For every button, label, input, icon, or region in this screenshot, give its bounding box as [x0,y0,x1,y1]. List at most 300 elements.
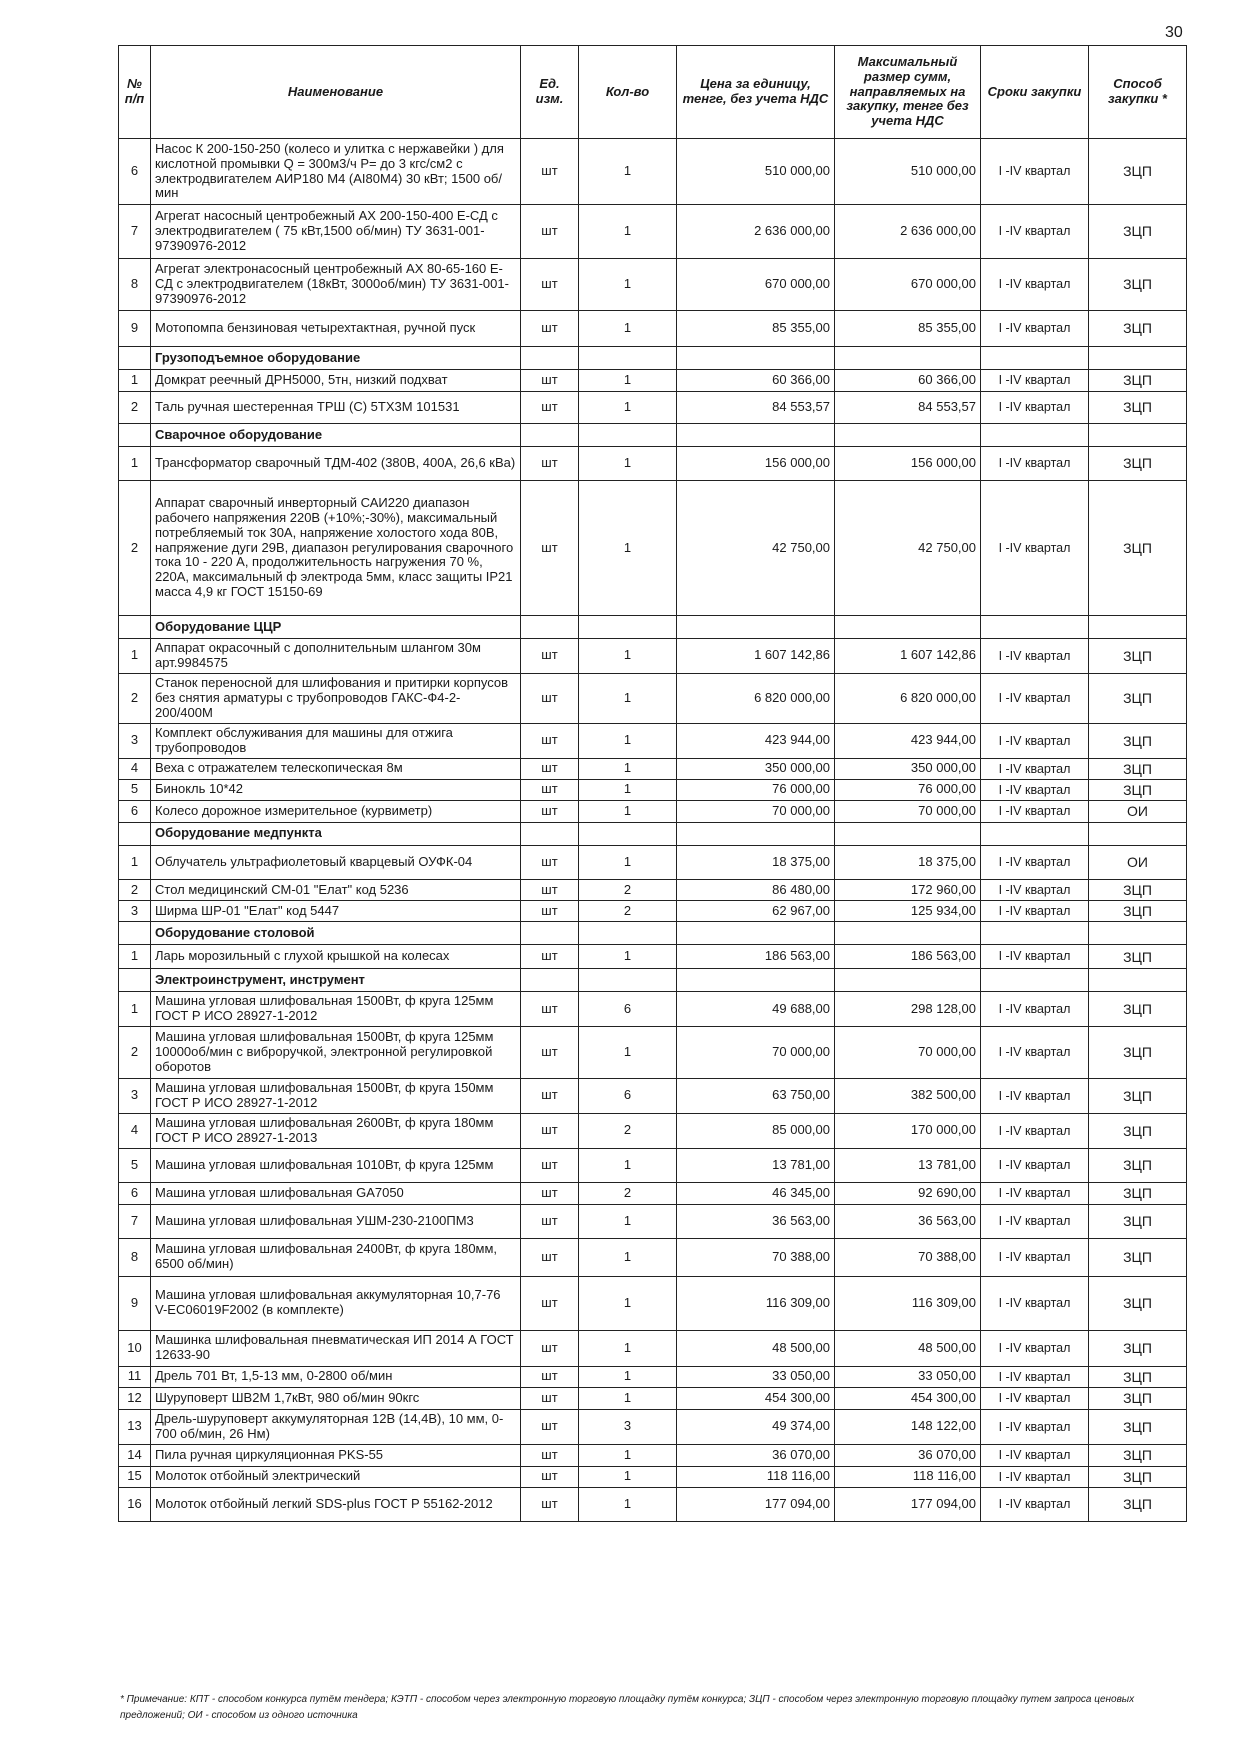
period-cell: I -IV квартал [981,1182,1089,1204]
unit-price-cell: 423 944,00 [677,723,835,758]
unit-cell: шт [521,639,579,674]
unit-price-cell: 70 388,00 [677,1238,835,1276]
period-cell: I -IV квартал [981,1366,1089,1387]
section-title: Оборудование ЦЦР [151,616,521,639]
row-number: 8 [119,259,151,311]
period-cell: I -IV квартал [981,800,1089,822]
empty-cell [981,347,1089,370]
quantity-cell: 1 [579,1487,677,1521]
unit-price-cell: 18 375,00 [677,845,835,879]
total-sum-cell: 70 388,00 [835,1238,981,1276]
unit-cell: шт [521,1182,579,1204]
table-row [119,1182,1187,1204]
row-number: 9 [119,1276,151,1330]
empty-cell [677,616,835,639]
table-row [119,800,1187,822]
item-name: Машинка шлифовальная пневматическая ИП 2014 А ГОСТ 12633-90 [151,1330,521,1366]
total-sum-cell: 382 500,00 [835,1079,981,1114]
item-name: Ширма ШР-01 "Елат" код 5447 [151,901,521,922]
method-cell: ЗЦП [1089,1387,1187,1409]
table-row [119,758,1187,779]
quantity-cell: 1 [579,1330,677,1366]
unit-cell: шт [521,259,579,311]
period-cell: I -IV квартал [981,259,1089,311]
quantity-cell: 3 [579,1409,677,1444]
table-row [119,1113,1187,1148]
empty-cell [579,616,677,639]
quantity-cell: 1 [579,639,677,674]
period-cell: I -IV квартал [981,1079,1089,1114]
table-row [119,673,1187,723]
total-sum-cell: 60 366,00 [835,370,981,392]
empty-cell [579,822,677,845]
total-sum-cell: 42 750,00 [835,481,981,616]
row-number: 12 [119,1387,151,1409]
unit-price-cell: 350 000,00 [677,758,835,779]
row-number: 2 [119,879,151,900]
section-title: Сварочное оборудование [151,424,521,447]
unit-price-cell: 63 750,00 [677,1079,835,1114]
table-row [119,1276,1187,1330]
header-name: Наименование [151,46,521,139]
method-cell: ЗЦП [1089,1444,1187,1466]
method-cell: ОИ [1089,800,1187,822]
row-number: 8 [119,1238,151,1276]
unit-cell: шт [521,139,579,205]
item-name: Машина угловая шлифовальная 2600Вт, ф круга 180мм ГОСТ Р ИСО 28927-1-2013 [151,1113,521,1148]
item-name: Бинокль 10*42 [151,779,521,800]
empty-cell [981,424,1089,447]
period-cell: I -IV квартал [981,758,1089,779]
empty-cell [1089,424,1187,447]
method-cell: ЗЦП [1089,639,1187,674]
unit-price-cell: 70 000,00 [677,1027,835,1079]
method-cell: ЗЦП [1089,945,1187,969]
item-name: Ларь морозильный с глухой крышкой на колесах [151,945,521,969]
unit-cell: шт [521,1148,579,1182]
unit-cell: шт [521,758,579,779]
period-cell: I -IV квартал [981,1444,1089,1466]
period-cell: I -IV квартал [981,1409,1089,1444]
table-row [119,723,1187,758]
footnote: * Примечание: КПТ - способом конкурса путём тендера; КЭТП - способом через электронную торговую площадку путём конкурса; ЗЦП - способом через электронную торговую площадку путем запроса ценовых предложений; ОИ - способом из одного источника [120,1694,1135,1721]
table-row [119,945,1187,969]
total-sum-cell: 70 000,00 [835,1027,981,1079]
item-name: Молоток отбойный легкий SDS-plus ГОСТ Р 55162-2012 [151,1487,521,1521]
total-sum-cell: 350 000,00 [835,758,981,779]
total-sum-cell: 423 944,00 [835,723,981,758]
empty-cell [835,969,981,992]
unit-cell: шт [521,447,579,481]
quantity-cell: 1 [579,845,677,879]
quantity-cell: 1 [579,758,677,779]
method-cell: ЗЦП [1089,1276,1187,1330]
unit-price-cell: 1 607 142,86 [677,639,835,674]
unit-cell: шт [521,901,579,922]
row-number: 6 [119,139,151,205]
unit-price-cell: 48 500,00 [677,1330,835,1366]
item-name: Дрель 701 Вт, 1,5-13 мм, 0-2800 об/мин [151,1366,521,1387]
table-row [119,205,1187,259]
item-name: Агрегат насосный центробежный АХ 200-150-400 Е-СД с электродвигателем ( 75 кВт,1500 об/мин) ТУ 3631-001-97390976-2012 [151,205,521,259]
unit-price-cell: 454 300,00 [677,1387,835,1409]
table-row [119,992,1187,1027]
section-row [119,424,1187,447]
empty-cell [1089,822,1187,845]
period-cell: I -IV квартал [981,673,1089,723]
unit-price-cell: 84 553,57 [677,392,835,424]
total-sum-cell: 48 500,00 [835,1330,981,1366]
unit-cell: шт [521,1466,579,1487]
period-cell: I -IV квартал [981,1113,1089,1148]
section-spacer [119,922,151,945]
section-spacer [119,347,151,370]
table-row [119,139,1187,205]
method-cell: ЗЦП [1089,1409,1187,1444]
method-cell: ЗЦП [1089,1079,1187,1114]
unit-cell: шт [521,879,579,900]
unit-price-cell: 116 309,00 [677,1276,835,1330]
total-sum-cell: 298 128,00 [835,992,981,1027]
method-cell: ЗЦП [1089,205,1187,259]
row-number: 9 [119,311,151,347]
quantity-cell: 1 [579,800,677,822]
period-cell: I -IV квартал [981,1238,1089,1276]
quantity-cell: 1 [579,205,677,259]
period-cell: I -IV квартал [981,1276,1089,1330]
item-name: Колесо дорожное измерительное (курвиметр) [151,800,521,822]
row-number: 15 [119,1466,151,1487]
unit-cell: шт [521,723,579,758]
empty-cell [835,822,981,845]
empty-cell [981,822,1089,845]
period-cell: I -IV квартал [981,205,1089,259]
total-sum-cell: 156 000,00 [835,447,981,481]
unit-price-cell: 42 750,00 [677,481,835,616]
table-row [119,370,1187,392]
table-row [119,447,1187,481]
method-cell: ЗЦП [1089,1204,1187,1238]
section-title: Грузоподъемное оборудование [151,347,521,370]
total-sum-cell: 148 122,00 [835,1409,981,1444]
period-cell: I -IV квартал [981,879,1089,900]
quantity-cell: 2 [579,879,677,900]
empty-cell [521,822,579,845]
empty-cell [521,969,579,992]
item-name: Машина угловая шлифовальная 1010Вт, ф круга 125мм [151,1148,521,1182]
item-name: Машина угловая шлифовальная GA7050 [151,1182,521,1204]
unit-price-cell: 670 000,00 [677,259,835,311]
row-number: 5 [119,779,151,800]
period-cell: I -IV квартал [981,447,1089,481]
period-cell: I -IV квартал [981,481,1089,616]
row-number: 13 [119,1409,151,1444]
unit-cell: шт [521,370,579,392]
row-number: 6 [119,1182,151,1204]
method-cell: ЗЦП [1089,779,1187,800]
unit-cell: шт [521,1366,579,1387]
section-row [119,347,1187,370]
header-method: Способ закупки * [1089,46,1187,139]
unit-price-cell: 177 094,00 [677,1487,835,1521]
total-sum-cell: 33 050,00 [835,1366,981,1387]
item-name: Молоток отбойный электрический [151,1466,521,1487]
total-sum-cell: 36 070,00 [835,1444,981,1466]
period-cell: I -IV квартал [981,845,1089,879]
section-title: Электроинструмент, инструмент [151,969,521,992]
empty-cell [521,922,579,945]
empty-cell [677,347,835,370]
method-cell: ЗЦП [1089,481,1187,616]
quantity-cell: 1 [579,723,677,758]
total-sum-cell: 6 820 000,00 [835,673,981,723]
table-body [119,139,1187,1522]
header-unit: Ед. изм. [521,46,579,139]
table-row [119,639,1187,674]
item-name: Станок переносной для шлифования и притирки корпусов без снятия арматуры с трубопроводов ГАКС-Ф4-2-200/400М [151,673,521,723]
section-row [119,922,1187,945]
empty-cell [677,424,835,447]
quantity-cell: 2 [579,1113,677,1148]
unit-price-cell: 49 688,00 [677,992,835,1027]
total-sum-cell: 2 636 000,00 [835,205,981,259]
row-number: 14 [119,1444,151,1466]
quantity-cell: 1 [579,1387,677,1409]
quantity-cell: 1 [579,259,677,311]
total-sum-cell: 177 094,00 [835,1487,981,1521]
table-row [119,1238,1187,1276]
section-spacer [119,424,151,447]
unit-cell: шт [521,1487,579,1521]
unit-cell: шт [521,1113,579,1148]
unit-price-cell: 33 050,00 [677,1366,835,1387]
table-row [119,259,1187,311]
row-number: 1 [119,945,151,969]
table-row [119,1466,1187,1487]
empty-cell [521,424,579,447]
table-row [119,311,1187,347]
method-cell: ЗЦП [1089,901,1187,922]
unit-cell: шт [521,845,579,879]
row-number: 1 [119,639,151,674]
empty-cell [1089,922,1187,945]
unit-cell: шт [521,1444,579,1466]
row-number: 2 [119,673,151,723]
item-name: Дрель-шуруповерт аккумуляторная 12В (14,4В), 10 мм, 0-700 об/мин, 26 Нм) [151,1409,521,1444]
row-number: 11 [119,1366,151,1387]
table-row [119,1148,1187,1182]
item-name: Машина угловая шлифовальная 1500Вт, ф круга 125мм ГОСТ Р ИСО 28927-1-2012 [151,992,521,1027]
method-cell: ЗЦП [1089,1182,1187,1204]
table-row [119,1387,1187,1409]
empty-cell [981,922,1089,945]
total-sum-cell: 92 690,00 [835,1182,981,1204]
row-number: 2 [119,481,151,616]
row-number: 7 [119,1204,151,1238]
empty-cell [835,616,981,639]
table-row [119,1366,1187,1387]
method-cell: ЗЦП [1089,1238,1187,1276]
table-row [119,481,1187,616]
quantity-cell: 1 [579,779,677,800]
unit-cell: шт [521,481,579,616]
empty-cell [521,347,579,370]
quantity-cell: 1 [579,1276,677,1330]
table-row [119,392,1187,424]
item-name: Машина угловая шлифовальная аккумуляторная 10,7-76 V-EC06019F2002 (в комплекте) [151,1276,521,1330]
total-sum-cell: 1 607 142,86 [835,639,981,674]
quantity-cell: 1 [579,311,677,347]
period-cell: I -IV квартал [981,311,1089,347]
row-number: 1 [119,845,151,879]
quantity-cell: 1 [579,1204,677,1238]
section-spacer [119,616,151,639]
quantity-cell: 1 [579,447,677,481]
total-sum-cell: 125 934,00 [835,901,981,922]
period-cell: I -IV квартал [981,945,1089,969]
total-sum-cell: 118 116,00 [835,1466,981,1487]
quantity-cell: 1 [579,1366,677,1387]
quantity-cell: 1 [579,1466,677,1487]
unit-price-cell: 36 070,00 [677,1444,835,1466]
section-row [119,969,1187,992]
method-cell: ЗЦП [1089,1487,1187,1521]
period-cell: I -IV квартал [981,992,1089,1027]
table-row [119,901,1187,922]
table-row [119,779,1187,800]
total-sum-cell: 70 000,00 [835,800,981,822]
unit-cell: шт [521,1238,579,1276]
total-sum-cell: 116 309,00 [835,1276,981,1330]
procurement-table [118,45,1187,1522]
quantity-cell: 1 [579,1238,677,1276]
table-row [119,1444,1187,1466]
unit-cell: шт [521,1276,579,1330]
unit-cell: шт [521,392,579,424]
header-price: Цена за единицу, тенге, без учета НДС [677,46,835,139]
unit-price-cell: 510 000,00 [677,139,835,205]
row-number: 10 [119,1330,151,1366]
total-sum-cell: 18 375,00 [835,845,981,879]
row-number: 5 [119,1148,151,1182]
quantity-cell: 2 [579,1182,677,1204]
method-cell: ЗЦП [1089,992,1187,1027]
unit-price-cell: 118 116,00 [677,1466,835,1487]
row-number: 3 [119,1079,151,1114]
total-sum-cell: 510 000,00 [835,139,981,205]
unit-cell: шт [521,1204,579,1238]
empty-cell [835,347,981,370]
section-row [119,616,1187,639]
item-name: Аппарат окрасочный с дополнительным шлангом 30м арт.9984575 [151,639,521,674]
method-cell: ЗЦП [1089,1148,1187,1182]
row-number: 6 [119,800,151,822]
section-title: Оборудование столовой [151,922,521,945]
empty-cell [521,616,579,639]
method-cell: ЗЦП [1089,1466,1187,1487]
row-number: 3 [119,901,151,922]
unit-price-cell: 76 000,00 [677,779,835,800]
section-spacer [119,822,151,845]
quantity-cell: 1 [579,945,677,969]
item-name: Трансформатор сварочный ТДМ-402 (380В, 400А, 26,6 кВа) [151,447,521,481]
empty-cell [835,424,981,447]
unit-price-cell: 6 820 000,00 [677,673,835,723]
method-cell: ЗЦП [1089,1027,1187,1079]
unit-cell: шт [521,1027,579,1079]
unit-cell: шт [521,1409,579,1444]
unit-price-cell: 70 000,00 [677,800,835,822]
quantity-cell: 6 [579,1079,677,1114]
row-number: 2 [119,392,151,424]
method-cell: ЗЦП [1089,673,1187,723]
period-cell: I -IV квартал [981,1466,1089,1487]
quantity-cell: 1 [579,139,677,205]
table-row [119,845,1187,879]
item-name: Машина угловая шлифовальная 1500Вт, ф круга 150мм ГОСТ Р ИСО 28927-1-2012 [151,1079,521,1114]
total-sum-cell: 170 000,00 [835,1113,981,1148]
method-cell: ЗЦП [1089,139,1187,205]
unit-price-cell: 85 000,00 [677,1113,835,1148]
total-sum-cell: 670 000,00 [835,259,981,311]
header-period: Сроки закупки [981,46,1089,139]
header-qty: Кол-во [579,46,677,139]
unit-cell: шт [521,945,579,969]
empty-cell [579,922,677,945]
total-sum-cell: 454 300,00 [835,1387,981,1409]
unit-cell: шт [521,205,579,259]
method-cell: ЗЦП [1089,259,1187,311]
period-cell: I -IV квартал [981,1027,1089,1079]
method-cell: ЗЦП [1089,879,1187,900]
unit-price-cell: 49 374,00 [677,1409,835,1444]
row-number: 1 [119,370,151,392]
item-name: Таль ручная шестеренная ТРШ (С) 5ТХ3М 101531 [151,392,521,424]
empty-cell [677,822,835,845]
empty-cell [677,969,835,992]
item-name: Машина угловая шлифовальная 2400Вт, ф круга 180мм, 6500 об/мин) [151,1238,521,1276]
empty-cell [1089,969,1187,992]
unit-price-cell: 186 563,00 [677,945,835,969]
item-name: Комплект обслуживания для машины для отжига трубопроводов [151,723,521,758]
item-name: Облучатель ультрафиолетовый кварцевый ОУФК-04 [151,845,521,879]
table-header-row [119,46,1187,139]
period-cell: I -IV квартал [981,723,1089,758]
row-number: 16 [119,1487,151,1521]
quantity-cell: 1 [579,1444,677,1466]
item-name: Домкрат реечный ДРН5000, 5тн, низкий подхват [151,370,521,392]
unit-cell: шт [521,779,579,800]
unit-price-cell: 2 636 000,00 [677,205,835,259]
item-name: Стол медицинский СМ-01 "Елат" код 5236 [151,879,521,900]
total-sum-cell: 13 781,00 [835,1148,981,1182]
table-row [119,879,1187,900]
table-row [119,1079,1187,1114]
quantity-cell: 1 [579,481,677,616]
quantity-cell: 1 [579,673,677,723]
total-sum-cell: 36 563,00 [835,1204,981,1238]
period-cell: I -IV квартал [981,1387,1089,1409]
period-cell: I -IV квартал [981,1204,1089,1238]
row-number: 4 [119,1113,151,1148]
empty-cell [1089,347,1187,370]
method-cell: ЗЦП [1089,447,1187,481]
table-row [119,1027,1187,1079]
row-number: 2 [119,1027,151,1079]
period-cell: I -IV квартал [981,370,1089,392]
section-title: Оборудование медпункта [151,822,521,845]
quantity-cell: 1 [579,370,677,392]
